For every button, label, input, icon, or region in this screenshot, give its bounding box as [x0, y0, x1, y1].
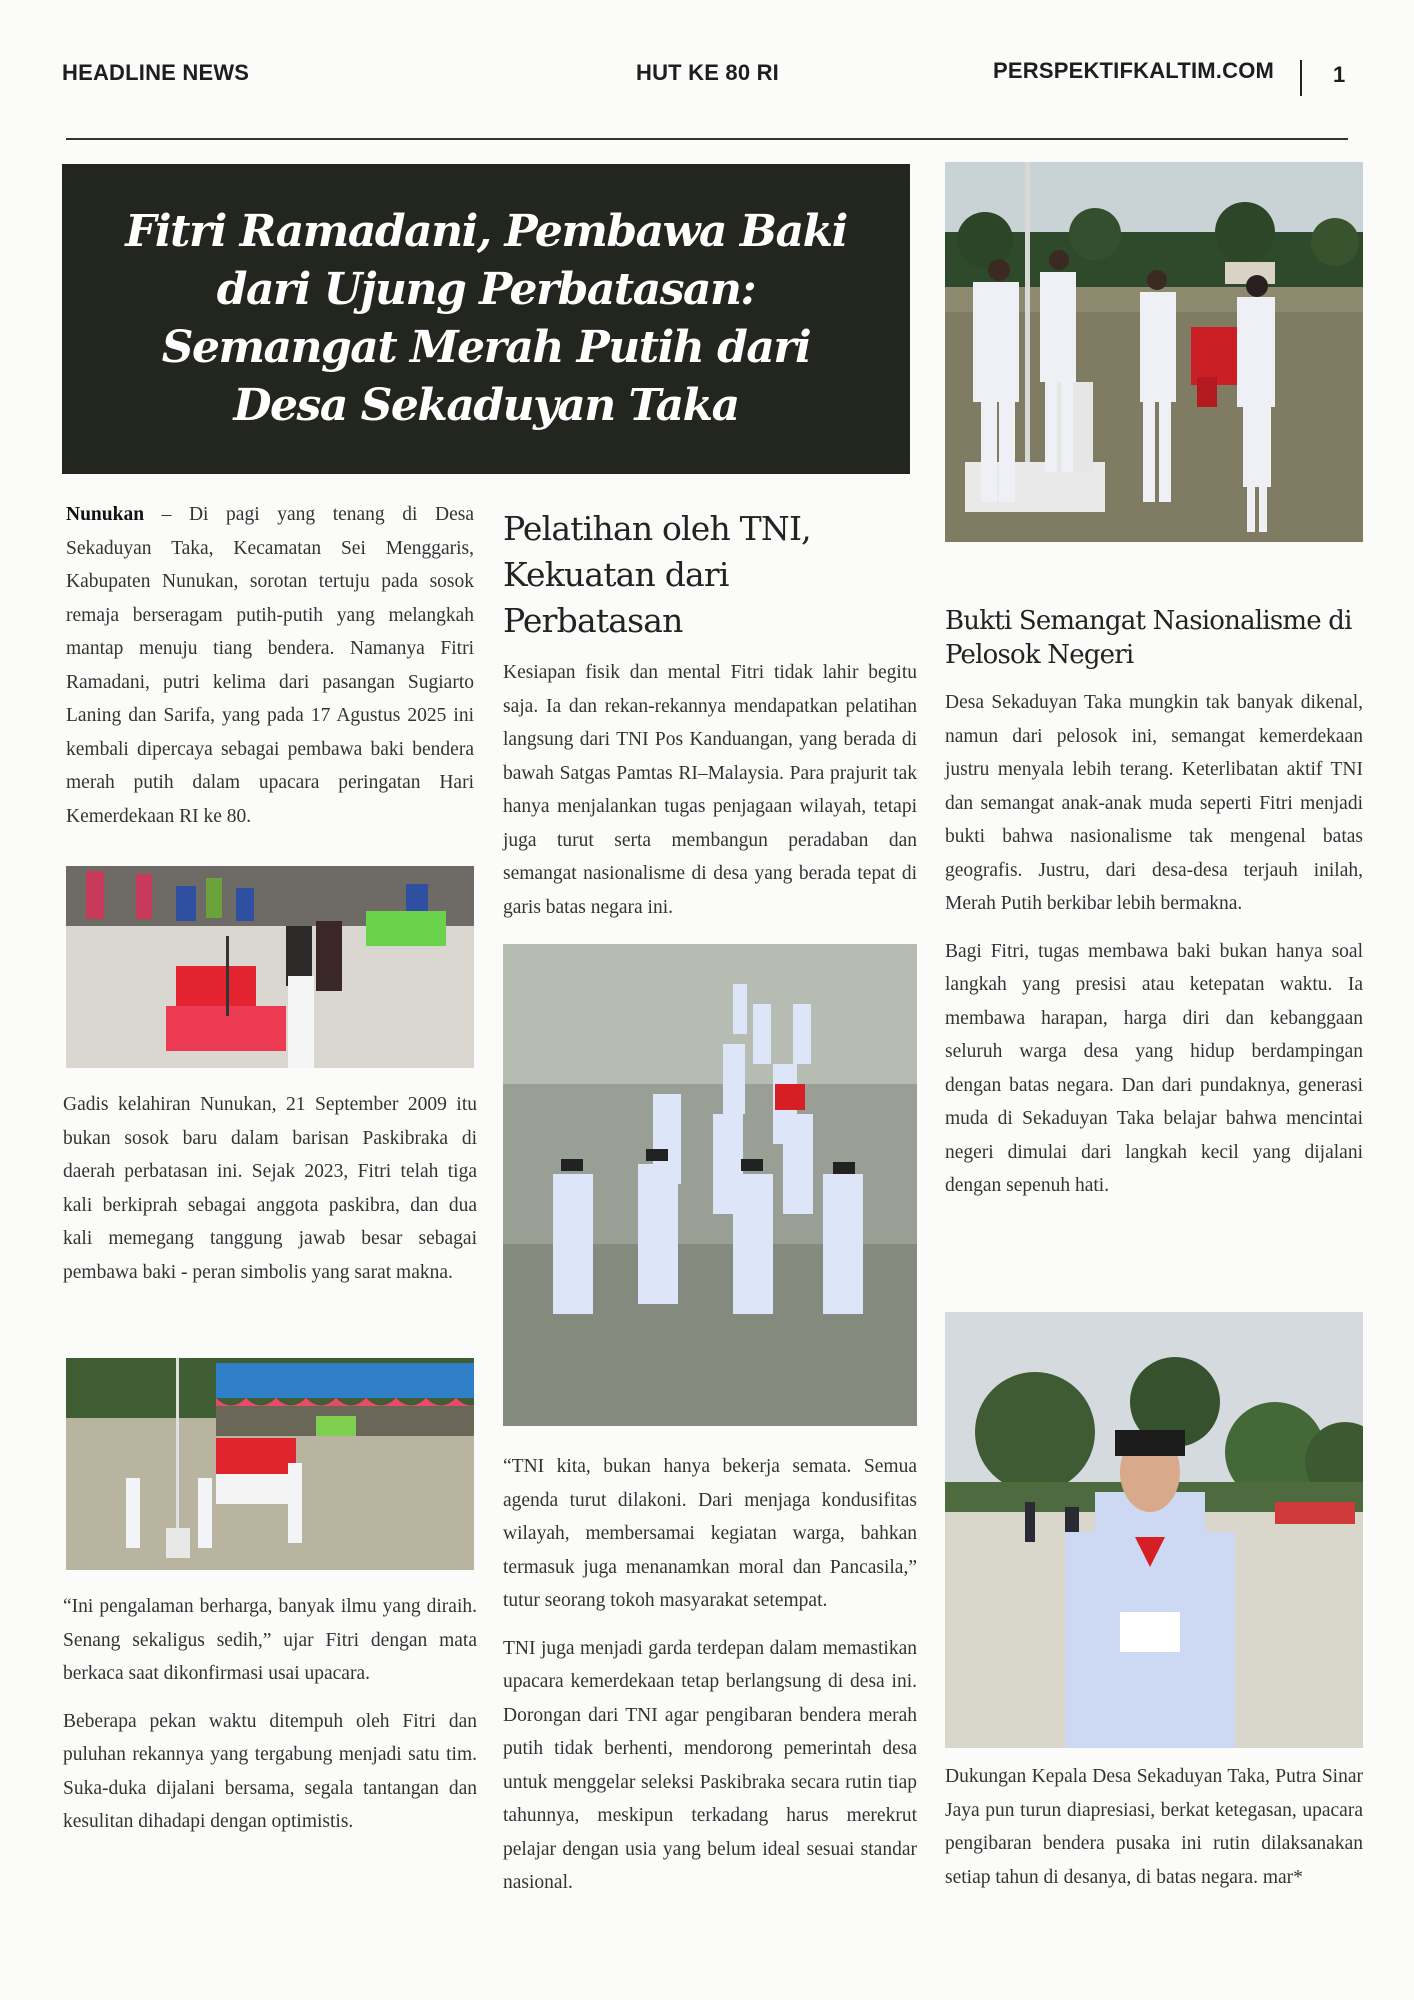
paragraph: Dukungan Kepala Desa Sekaduyan Taka, Putra Sinar Jaya pun turun diapresiasi, berkat ketegasan, upacara pengibaran bendera pusaka ini rutin dilaksanakan setiap tahun di desanya, di batas negara. mar*	[945, 1766, 1363, 1888]
section-label: HEADLINE NEWS	[62, 60, 250, 85]
column-3-closing	[945, 1760, 1363, 1908]
photo-flag-handover	[945, 162, 1363, 542]
paragraph: Gadis kelahiran Nunukan, 21 September 2009 itu bukan sosok baru dalam barisan Paskibraka di daerah perbatasan ini. Sejak 2023, Fitri telah tiga kali berkiprah sebagai anggota paskibra, dan dua kali memegang tanggung jawab besar sebagai pembawa baki - peran simbolis yang sarat makna.	[63, 1094, 477, 1283]
page-number: 1	[1333, 62, 1346, 87]
lead-paragraph: Nunukan – Di pagi yang tenang di Desa Sekaduyan Taka, Kecamatan Sei Menggaris, Kabupaten Nunukan, sorotan tertuju pada sosok remaja berseragam putih-putih yang melangkah mantap menuju tiang bendera. Namanya Fitri Ramadani, putri kelima dari pasangan Sugiarto Laning dan Sarifa, yang pada 17 Agustus 2025 ini kembali dipercaya sebagai pembawa baki bendera merah putih dalam upacara peringatan Hari Kemerdekaan RI ke 80.	[66, 504, 474, 827]
header-rule	[66, 138, 1348, 140]
quote-paragraph: “TNI kita, bukan hanya bekerja semata. Semua agenda turut dilakoni. Dari menjaga kondusifitas wilayah, membersamai kegiatan warga, bahkan termasuk juga menanamkan moral dan Pancasila,” tutur seorang tokoh masyarakat setempat.	[503, 1456, 917, 1611]
photo-flag-raising	[66, 1358, 474, 1570]
quote-paragraph: “Ini pengalaman berharga, banyak ilmu yang diraih. Senang sekaligus sedih,” ujar Fitri dengan mata berkaca saat dikonfirmasi usai upacara.	[63, 1596, 477, 1684]
header-divider	[1300, 60, 1302, 96]
column-3-nationalism	[945, 604, 1363, 1217]
column-1-intro	[66, 498, 474, 847]
subheading-nationalism: Bukti Semangat Nasionalisme di Pelosok Negeri	[945, 606, 1352, 670]
edition-label: HUT KE 80 RI	[636, 60, 779, 85]
paragraph: Desa Sekaduyan Taka mungkin tak banyak dikenal, namun dari pelosok ini, semangat kemerdekaan justru menyala lebih terang. Keterlibatan aktif TNI dan semangat anak-anak muda seperti Fitri menjadi bukti bahwa nasionalisme tak mengenal batas geografis. Justru, dari desa-desa terjauh inilah, Merah Putih berkibar lebih bermakna.	[945, 692, 1363, 914]
column-1-closing	[63, 1590, 477, 1853]
column-1-body	[63, 1088, 477, 1303]
column-2-body	[503, 1450, 917, 1914]
headline: Fitri Ramadani, Pembawa Baki dari Ujung Perbatasan: Semangat Merah Putih dari Desa Sekaduyan Taka	[125, 206, 847, 431]
photo-fitri-portrait	[945, 1312, 1363, 1748]
photo-marching-formation	[503, 944, 917, 1426]
headline-box	[62, 164, 910, 474]
subheading-training: Pelatihan oleh TNI, Kekuatan dari Perbatasan	[503, 509, 811, 640]
column-2-training	[503, 506, 917, 938]
paragraph: Bagi Fitri, tugas membawa baki bukan hanya soal langkah yang presisi atau ketepatan waktu. Ia membawa harapan, harga diri dan kebanggaan seluruh warga desa yang hidup berdampingan dengan batas negara. Dan dari pundaknya, generasi muda di Sekaduyan Taka belajar bahwa mencintai negeri dimulai dari langkah kecil yang dijalani dengan sepenuh hati.	[945, 940, 1363, 1196]
paragraph: Beberapa pekan waktu ditempuh oleh Fitri dan puluhan rekannya yang tergabung menjadi satu tim. Suka-duka dijalani bersama, segala tantangan dan kesulitan dihadapi dengan optimistis.	[63, 1710, 477, 1832]
paragraph: TNI juga menjadi garda terdepan dalam memastikan upacara kemerdekaan tetap berlangsung di desa ini. Dorongan dari TNI agar pengibaran bendera merah putih tidak berhenti, mendorong pemerintah desa untuk menggelar seleksi Paskibraka secara rutin tiap tahunnya, meskipun terkadang harus merekrut pelajar dengan usia yang belum ideal sesuai standar nasional.	[503, 1637, 917, 1893]
site-name[interactable]: PERSPEKTIFKALTIM.COM	[993, 58, 1275, 83]
paragraph: Kesiapan fisik dan mental Fitri tidak lahir begitu saja. Ia dan rekan-rekannya mendapatkan pelatihan langsung dari TNI Pos Kanduangan, yang berada di bawah Satgas Pamtas RI–Malaysia. Para prajurit tak hanya menjalankan tugas penjagaan wilayah, tetapi juga turut serta membangun peradaban dan semangat nasionalisme di desa yang berada tepat di garis batas negara ini.	[503, 662, 917, 918]
photo-ceremony-podium	[66, 866, 474, 1068]
dateline: Nunukan	[66, 504, 145, 525]
